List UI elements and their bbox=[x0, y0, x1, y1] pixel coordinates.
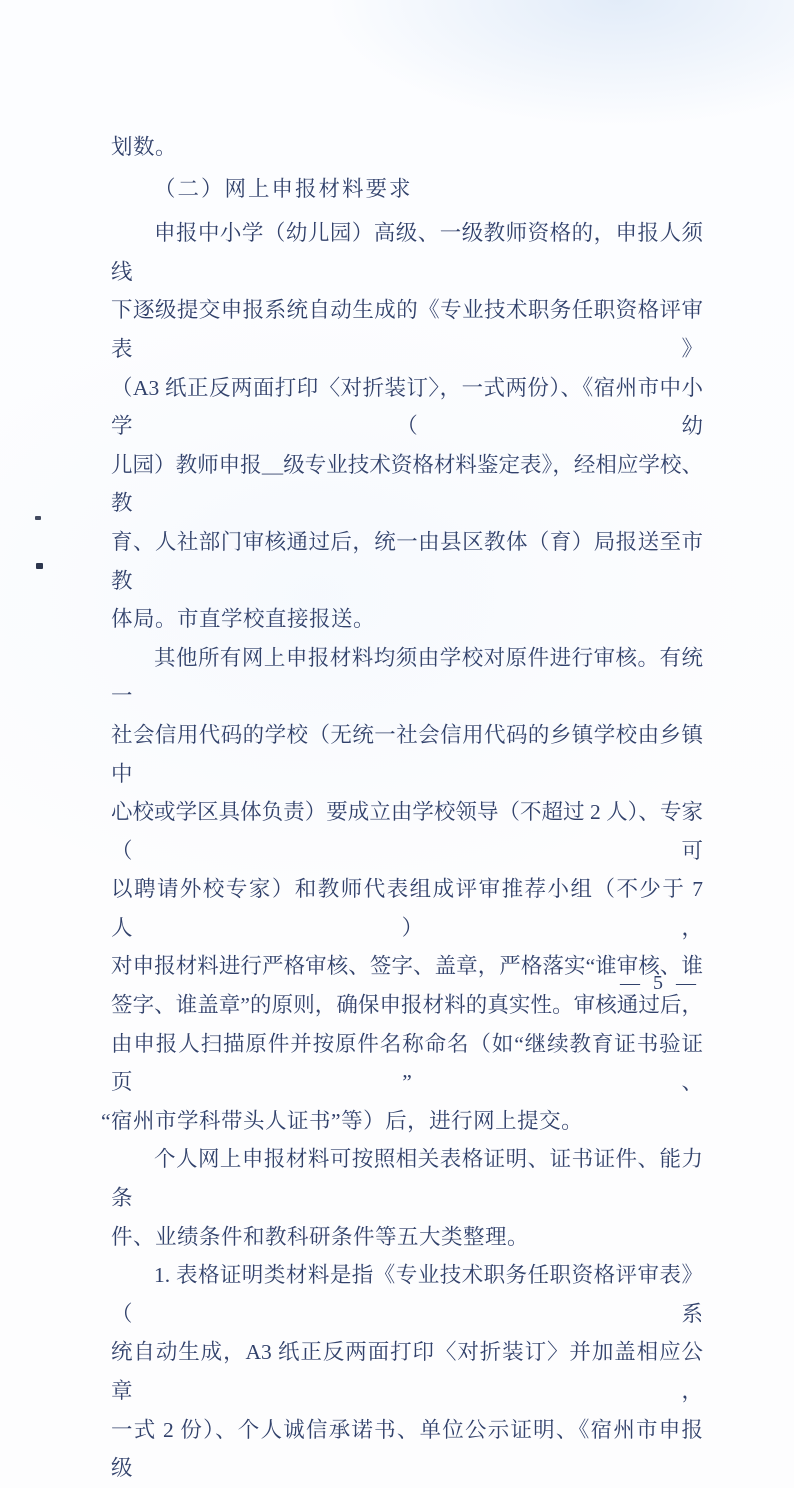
text-line: 对申报材料进行严格审核、签字、盖章，严格落实“谁审核、谁 bbox=[111, 954, 703, 979]
text-line: 个人网上申报材料可按照相关表格证明、证书证件、能力条 bbox=[111, 1147, 703, 1211]
section-heading: （二）网上申报材料要求 bbox=[154, 176, 413, 201]
page-number: — 5 — bbox=[620, 972, 700, 994]
text-line: 申报中小学（幼儿园）高级、一级教师资格的，申报人须线 bbox=[111, 221, 703, 284]
text-line: 1. 表格证明类材料是指《专业技术职务任职资格评审表》（系 bbox=[111, 1263, 703, 1326]
text-line: （A3 纸正反两面打印〈对折装订〉，一式两份）、《宿州市中小学（幼 bbox=[111, 375, 703, 439]
text-line: 一式 2 份）、个人诚信承诺书、单位公示证明、《宿州市申报 级 bbox=[111, 1417, 725, 1481]
scan-speck bbox=[36, 563, 43, 569]
text-line: “宿州市学科带头人证书”等）后，进行网上提交。 bbox=[101, 1108, 584, 1133]
text-line: 划数。 bbox=[111, 135, 178, 159]
text-line: 育、人社部门审核通过后，统一由县区教体（育）局报送至市教 bbox=[111, 529, 703, 593]
text-line: 统自动生成，A3 纸正反两面打印〈对折装订〉并加盖相应公章， bbox=[111, 1340, 703, 1403]
text-line: 由申报人扫描原件并按原件名称命名（如“继续教育证书验证页”、 bbox=[111, 1031, 703, 1095]
text-line: 儿园）教师申报＿级专业技术资格材料鉴定表》，经相应学校、教 bbox=[111, 452, 703, 516]
text-line: 社会信用代码的学校（无统一社会信用代码的乡镇学校由乡镇中 bbox=[111, 722, 703, 786]
document-body bbox=[0, 128, 794, 1488]
scan-speck bbox=[35, 516, 41, 520]
text-line: 心校或学区具体负责）要成立由学校领导（不超过 2 人）、专家（可 bbox=[111, 800, 703, 863]
text-line: 以聘请外校专家）和教师代表组成评审推荐小组（不少于 7 人）， bbox=[111, 877, 703, 940]
text-line: 下逐级提交申报系统自动生成的《专业技术职务任职资格评审表》 bbox=[111, 298, 703, 361]
text-line: 其他所有网上申报材料均须由学校对原件进行审核。有统一 bbox=[111, 645, 703, 709]
text-line: 件、业绩条件和教科研条件等五大类整理。 bbox=[111, 1224, 530, 1249]
text-line: 签字、谁盖章”的原则，确保申报材料的真实性。审核通过后， bbox=[111, 993, 703, 1018]
text-line: 体局。市直学校直接报送。 bbox=[111, 607, 376, 632]
